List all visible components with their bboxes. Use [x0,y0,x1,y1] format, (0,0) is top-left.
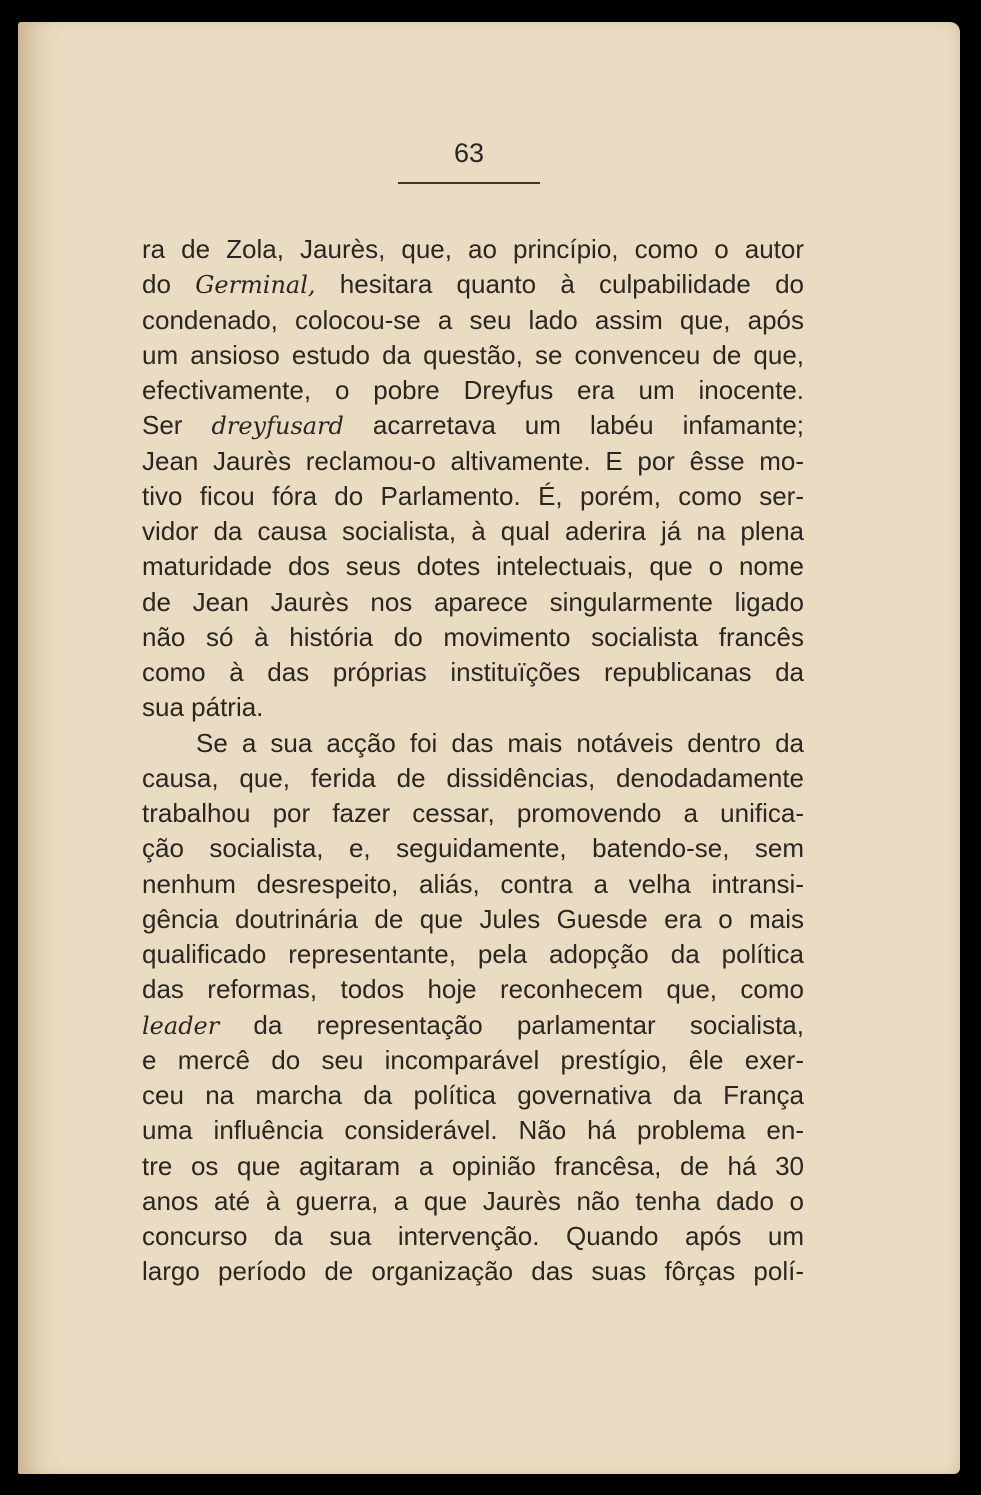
page-number: 63 [453,138,485,168]
text-line: do Germinal, hesitara quanto à culpabilidade do [142,269,804,300]
text-line: sua pátria. [142,692,264,723]
italic-title: Germinal, [195,271,316,300]
text-line: não só à história do movimento socialista francês [142,621,804,652]
text-line: um ansioso estudo da questão, se convenceu de que, [142,339,804,370]
text-line: das reformas, todos hoje reconhecem que, como [142,974,804,1005]
text-line: uma influência considerável. Não há problema en- [142,1115,804,1146]
italic-term: dreyfusard [211,412,344,441]
text-line: largo período de organização das suas fôrças polí- [142,1256,804,1287]
text-line: de Jean Jaurès nos aparece singularmente ligado [142,586,804,617]
text-line: tivo ficou fóra do Parlamento. É, porém, como ser- [142,480,804,511]
book-page [18,22,960,1474]
text-line: qualificado representante, pela adopção da política [142,939,804,969]
text-line: e mercê do seu incomparável prestígio, êle exer- [142,1044,804,1075]
text-line: Jean Jaurès reclamou-o altivamente. E por êsse mo- [142,445,804,476]
text-line: ceu na marcha da política governativa da França [142,1080,804,1110]
paragraph-start-line: Se a sua acção foi das mais notáveis dentro da [196,727,804,758]
text-line: condenado, colocou-se a seu lado assim que, após [142,304,804,335]
text-line: trabalhou por fazer cessar, promovendo a unifica- [142,798,804,828]
header-rule [398,182,540,184]
text-line: tre os que agitaram a opinião francêsa, de há 30 [142,1150,804,1181]
text-line: ção socialista, e, seguidamente, batendo-se, sem [142,833,804,864]
text-line: leader da representação parlamentar socialista, [142,1009,804,1040]
text-line: ra de Zola, Jaurès, que, ao princípio, como o autor [142,234,804,264]
text-line: maturidade dos seus dotes intelectuais, que o nome [142,551,804,582]
text-line: efectivamente, o pobre Dreyfus era um inocente. [142,375,804,405]
italic-term: leader [142,1011,220,1040]
text-line: concurso da sua intervenção. Quando após um [142,1221,804,1251]
text-line: vidor da causa socialista, à qual aderira já na plena [142,516,804,546]
body-text [142,232,804,1290]
text-line: anos até à guerra, a que Jaurès não tenha dado o [142,1185,804,1216]
text-line: gência doutrinária de que Jules Guesde era o mais [142,903,804,934]
text-line: Ser dreyfusard acarretava um labéu infamante; [142,410,804,441]
text-line: nenhum desrespeito, aliás, contra a velha intransi- [142,868,804,899]
text-line: como à das próprias instituïções republicanas da [142,657,804,687]
text-line: causa, que, ferida de dissidências, denodadamente [142,762,804,793]
